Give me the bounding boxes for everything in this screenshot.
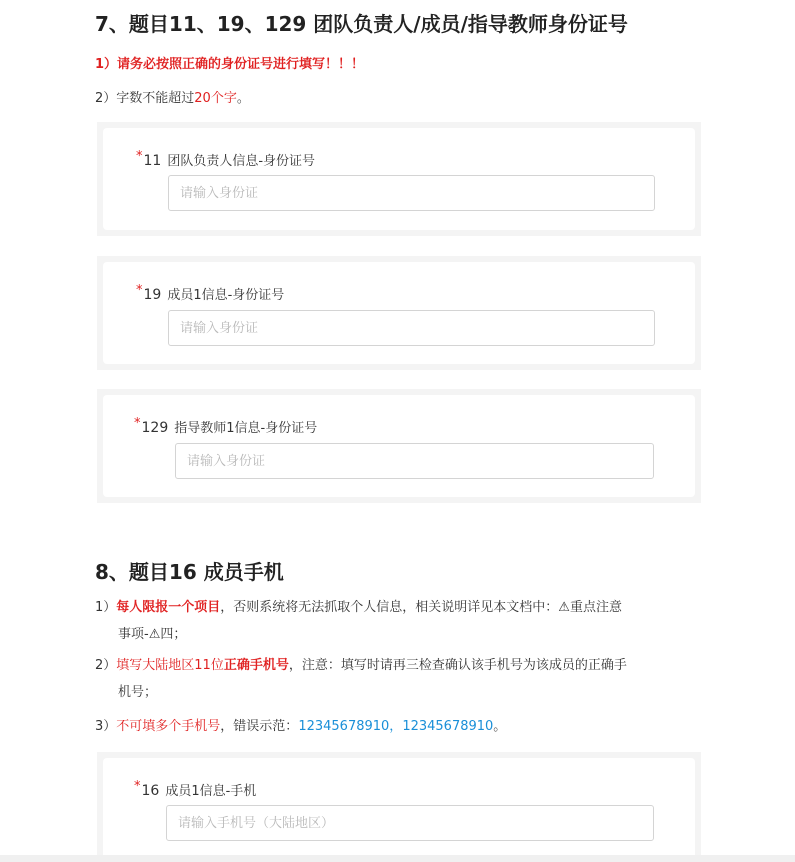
section-8-note-1	[95, 594, 695, 648]
example-separator: ，	[389, 719, 403, 734]
example-phone-1: 12345678910	[298, 719, 390, 734]
question-card-16	[97, 752, 701, 862]
note-highlight: 不可填多个手机号	[116, 719, 221, 734]
section-7-note-1: 1）请务必按照正确的身份证号进行填写！！！	[95, 57, 365, 72]
note-prefix: 1）	[95, 600, 117, 615]
note-text: ，否则系统将无法抓取个人信息，相关说明详见本文档中：⚠重点注意	[220, 600, 622, 615]
note-continuation: 机号；	[118, 685, 158, 700]
question-title: 成员1信息-身份证号	[167, 288, 285, 303]
required-marker: *	[134, 779, 141, 794]
question-number: 11	[143, 153, 162, 169]
id-card-input-member[interactable]	[168, 310, 655, 346]
id-card-input-teacher[interactable]	[175, 443, 654, 479]
required-marker: *	[134, 416, 141, 431]
section-7-heading: 7、题目11、19、129 团队负责人/成员/指导教师身份证号	[95, 12, 628, 36]
question-number: 19	[143, 287, 162, 303]
question-number: 129	[141, 420, 169, 436]
required-marker: *	[136, 283, 143, 298]
question-label-129	[134, 417, 317, 436]
note-text: ，注意：填写时请再三检查确认该手机号为该成员的正确手	[288, 658, 627, 673]
note-highlight: 填写大陆地区11位	[116, 658, 224, 673]
page-bottom-bar	[0, 855, 795, 862]
example-phone-2: 12345678910	[402, 719, 494, 734]
question-card-body	[103, 128, 695, 230]
question-label-19	[136, 284, 284, 303]
question-card-129	[97, 389, 701, 503]
required-marker: *	[136, 149, 143, 164]
section-8-note-3	[95, 715, 506, 734]
note-highlight-bold: 正确手机号	[223, 658, 289, 673]
question-card-body	[103, 758, 695, 862]
note-continuation: 事项-⚠四；	[118, 627, 187, 642]
question-title: 指导教师1信息-身份证号	[174, 421, 318, 436]
question-label-16	[134, 780, 256, 799]
question-title: 团队负责人信息-身份证号	[167, 154, 316, 169]
question-card-body	[103, 395, 695, 497]
note-text-end: 。	[236, 91, 250, 106]
question-card-body	[103, 262, 695, 364]
phone-input-member[interactable]	[166, 805, 654, 841]
section-7-note-2	[95, 87, 250, 106]
section-8-note-2	[95, 652, 695, 706]
note-prefix: 3）	[95, 719, 117, 734]
note-text-end: 。	[493, 719, 507, 734]
question-card-19	[97, 256, 701, 370]
note-highlight: 20个字	[194, 91, 237, 106]
note-highlight: 每人限报一个项目	[116, 600, 221, 615]
question-card-11	[97, 122, 701, 236]
question-label-11	[136, 150, 315, 169]
section-8-heading: 8、题目16 成员手机	[95, 560, 284, 584]
question-number: 16	[141, 783, 160, 799]
note-text: ，错误示范：	[220, 719, 299, 734]
note-prefix: 2）	[95, 658, 117, 673]
id-card-input-leader[interactable]	[168, 175, 655, 211]
note-text: 2）字数不能超过	[95, 91, 195, 106]
question-title: 成员1信息-手机	[165, 784, 257, 799]
